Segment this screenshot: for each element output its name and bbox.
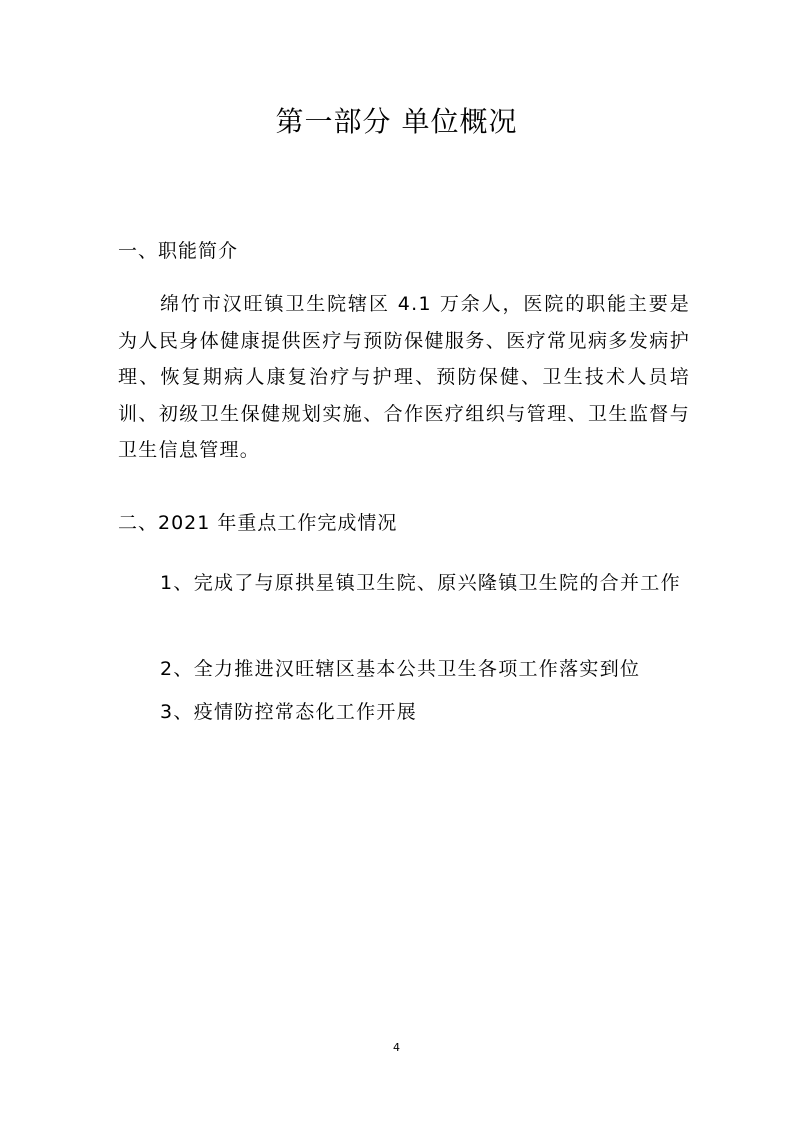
work-item-1: 1、完成了与原拱星镇卫生院、原兴隆镇卫生院的合并工作 (160, 572, 681, 594)
work-item-2: 2、全力推进汉旺辖区基本公共卫生各项工作落实到位 (160, 658, 641, 680)
page-number: 4 (393, 1041, 400, 1054)
section-heading-functions: 一、职能简介 (118, 240, 239, 262)
work-item-3: 3、疫情防控常态化工作开展 (160, 701, 417, 723)
section-heading-work-2021: 二、2021 年重点工作完成情况 (118, 512, 398, 534)
functions-paragraph: 绵竹市汉旺镇卫生院辖区 4.1 万余人，医院的职能主要是为人民身体健康提供医疗与预防保健服务、医疗常见病多发病护理、恢复期病人康复治疗与护理、预防保健、卫生技术人员培训、初级卫生保健规划实施、合作医疗组织与管理、卫生监督与卫生信息管理。 (118, 293, 690, 462)
page-title: 第一部分 单位概况 (275, 105, 518, 138)
